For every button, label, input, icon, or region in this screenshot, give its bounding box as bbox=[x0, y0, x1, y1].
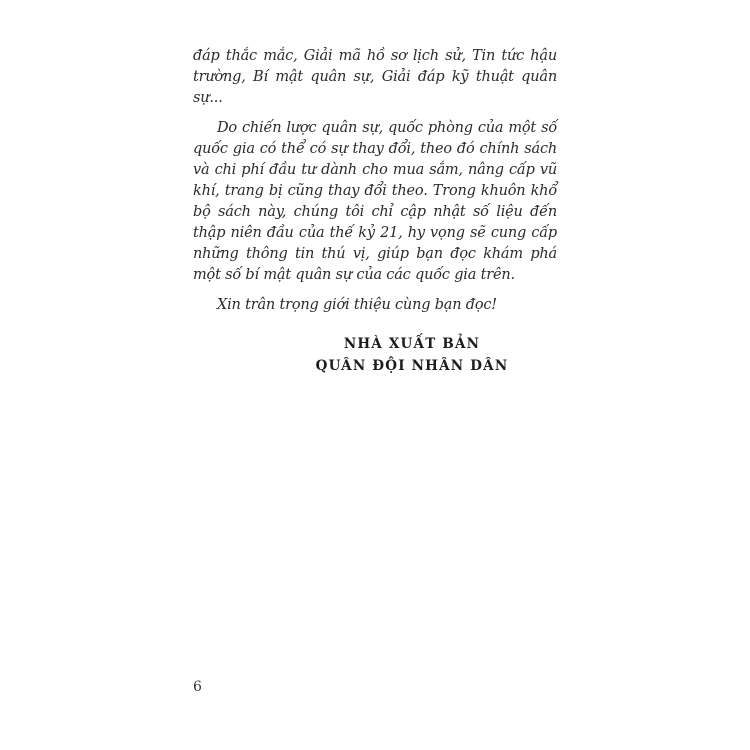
paragraph-body: Do chiến lược quân sự, quốc phòng của một số quốc gia có thể có sự thay đổi, theo đó chính sách và chi phí đầu tư dành cho mua sắm, nâng cấp vũ khí, trang bị cũng thay đổi theo. Trong khuôn khổ bộ sách này, chúng tôi chỉ cập nhật số liệu đến thập niên đầu của thế kỷ 21, hy vọng sẽ cung cấp những thông tin thú vị, giúp bạn đọc khám phá một số bí mật quân sự của các quốc gia trên. bbox=[193, 120, 557, 283]
page-text-block bbox=[193, 46, 557, 377]
publisher-signature-line-1: NHÀ XUẤT BẢN bbox=[343, 336, 481, 352]
page-number: 6 bbox=[193, 679, 202, 695]
publisher-signature-line-2: QUÂN ĐỘI NHÂN DÂN bbox=[315, 358, 509, 374]
paragraph-closing: Xin trân trọng giới thiệu cùng bạn đọc! bbox=[217, 297, 497, 313]
paragraph-continuation: đáp thắc mắc, Giải mã hồ sơ lịch sử, Tin tức hậu trường, Bí mật quân sự, Giải đáp kỹ thuật quân sự... bbox=[193, 48, 557, 106]
publisher-signature bbox=[267, 333, 557, 377]
